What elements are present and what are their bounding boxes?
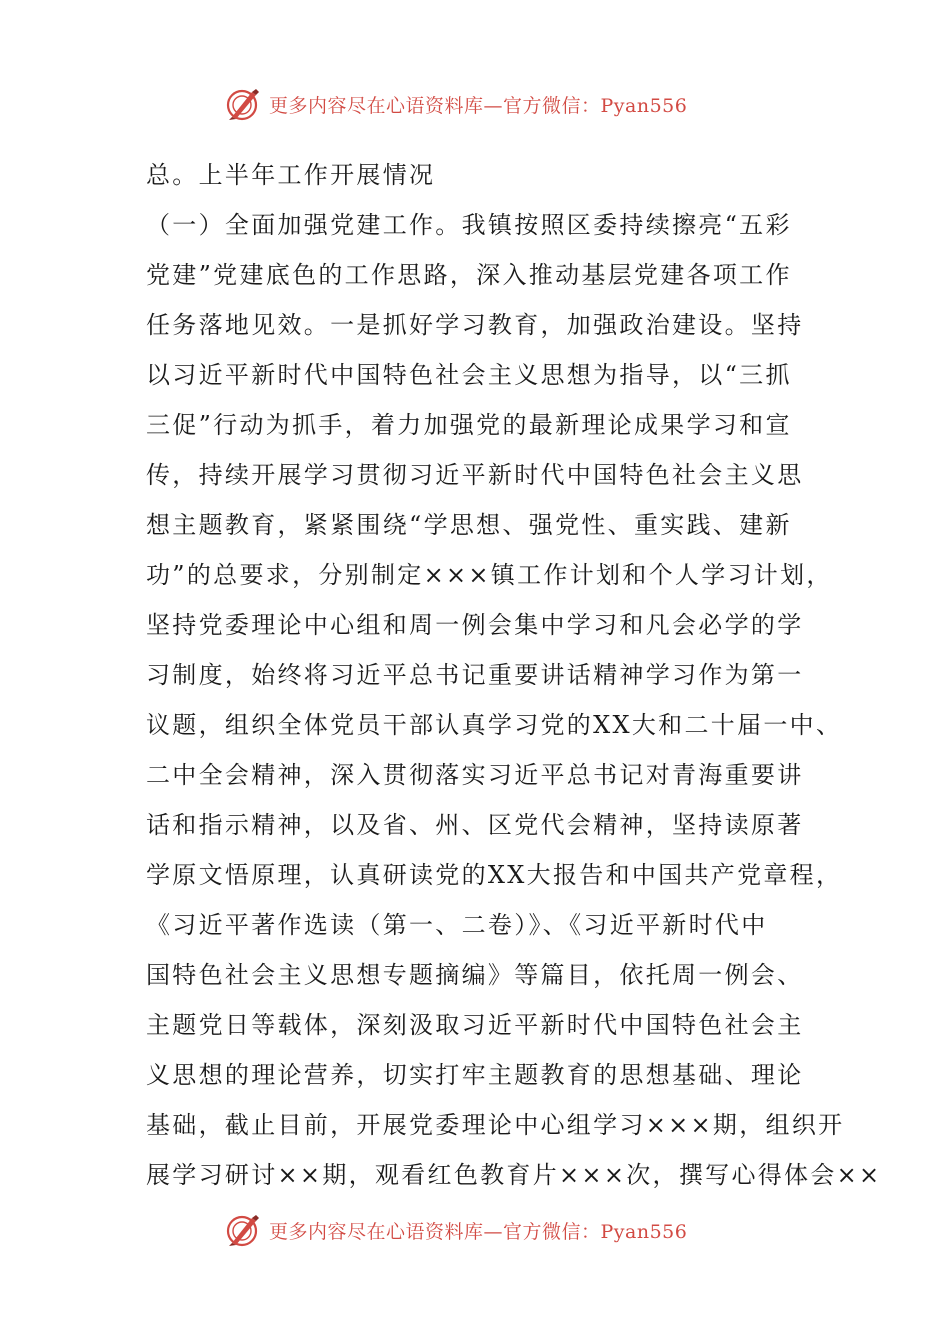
text-line: 任务落地见效。一是抓好学习教育，加强政治建设。坚持: [146, 311, 804, 339]
text-line: 传，持续开展学习贯彻习近平新时代中国特色社会主义思: [146, 461, 804, 489]
text-line: 议题，组织全体党员干部认真学习党的XX大和二十届一中、: [146, 711, 843, 739]
text-line: 想主题教育，紧紧围绕“学思想、强党性、重实践、建新: [146, 511, 792, 539]
text-line: 三促”行动为抓手，着力加强党的最新理论成果学习和宣: [146, 411, 792, 439]
watermark-banner-bottom: [225, 1210, 745, 1250]
watermark-banner-top: [225, 84, 745, 124]
text-line: 以习近平新时代中国特色社会主义思想为指导，以“三抓: [146, 361, 792, 389]
text-line: 《习近平著作选读（第一、二卷）》、《习近平新时代中: [146, 911, 768, 939]
text-line: 义思想的理论营养，切实打牢主题教育的思想基础、理论: [146, 1061, 804, 1089]
text-line: 展学习研讨××期，观看红色教育片×××次，撰写心得体会××: [146, 1161, 882, 1189]
text-line: 学原文悟原理，认真研读党的XX大报告和中国共产党章程，: [146, 861, 843, 889]
text-line: 习制度，始终将习近平总书记重要讲话精神学习作为第一: [146, 661, 804, 689]
text-line: 基础，截止目前，开展党委理论中心组学习×××期，组织开: [146, 1111, 845, 1139]
text-line: 话和指示精神，以及省、州、区党代会精神，坚持读原著: [146, 811, 804, 839]
pen-logo-icon: [225, 1212, 261, 1248]
text-line: 功”的总要求，分别制定×××镇工作计划和个人学习计划，: [146, 561, 833, 589]
text-line: 党建”党建底色的工作思路，深入推动基层党建各项工作: [146, 261, 792, 289]
text-line: 坚持党委理论中心组和周一例会集中学习和凡会必学的学: [146, 611, 804, 639]
text-line: 二中全会精神，深入贯彻落实习近平总书记对青海重要讲: [146, 761, 804, 789]
text-line: 主题党日等载体，深刻汲取习近平新时代中国特色社会主: [146, 1011, 804, 1039]
text-line: 总。上半年工作开展情况: [146, 161, 436, 189]
text-line: （一）全面加强党建工作。我镇按照区委持续擦亮“五彩: [146, 211, 792, 239]
pen-logo-icon: [225, 86, 261, 122]
watermark-text: 更多内容尽在心语资料库—官方微信：Pyan556: [269, 1220, 688, 1243]
watermark-text: 更多内容尽在心语资料库—官方微信：Pyan556: [269, 94, 688, 117]
document-body: [146, 150, 882, 1200]
text-line: 国特色社会主义思想专题摘编》等篇目，依托周一例会、: [146, 961, 804, 989]
